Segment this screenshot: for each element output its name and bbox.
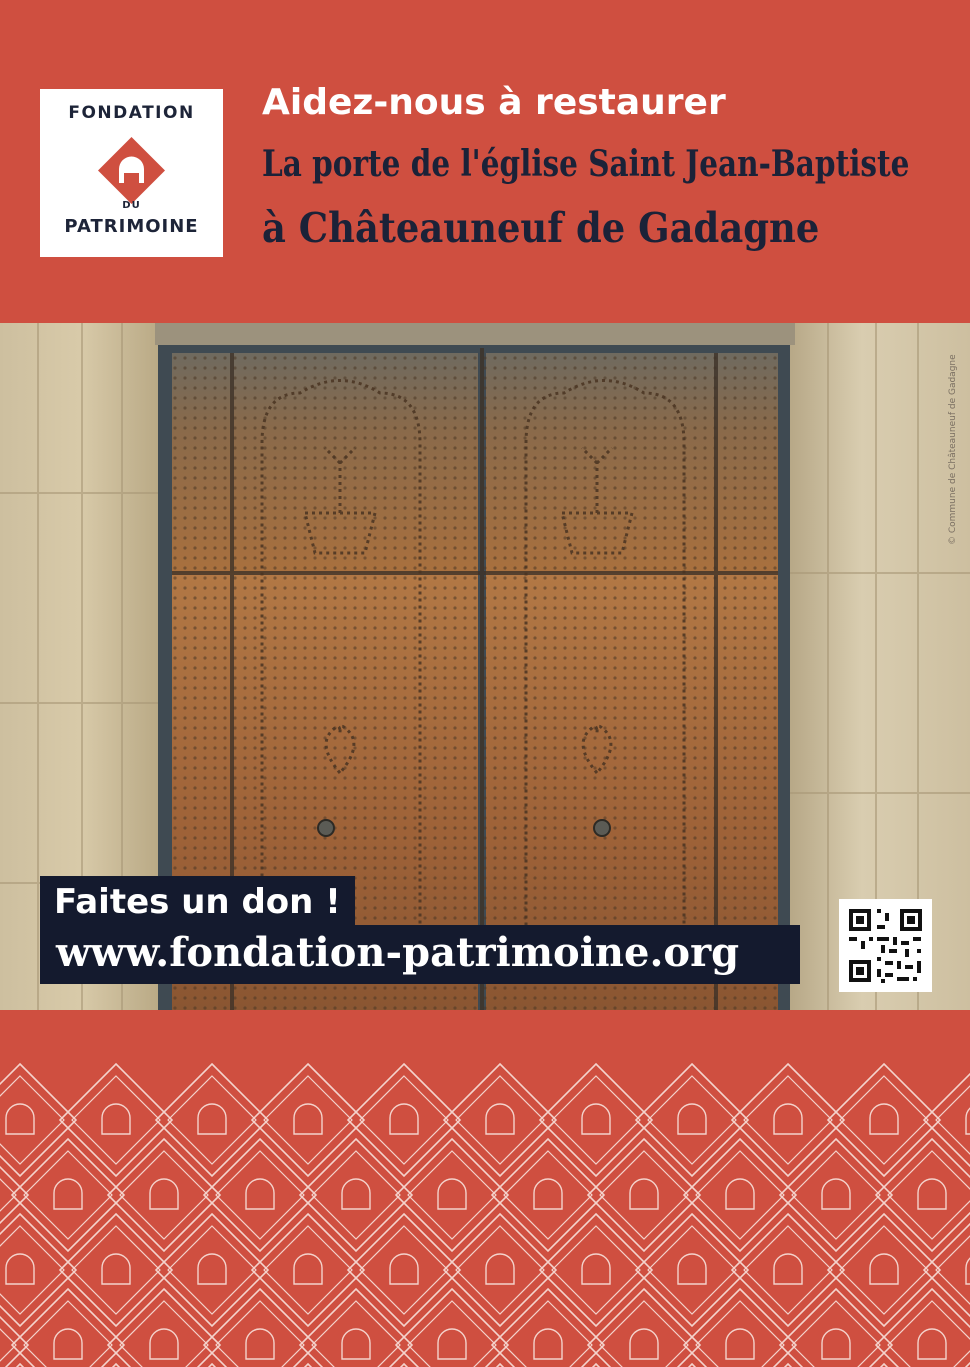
pattern-house-tile [0, 1064, 76, 1176]
header [0, 0, 970, 323]
pattern-house-tile [300, 1289, 412, 1367]
decorative-house-pattern [0, 1010, 970, 1367]
pattern-house-tile [780, 1289, 892, 1367]
logo-text-fondation: FONDATION [68, 103, 195, 123]
pattern-house-tile [876, 1139, 970, 1251]
fondation-patrimoine-logo [40, 89, 223, 257]
pattern-house-tile [108, 1289, 220, 1367]
pattern-house-tile [588, 1289, 700, 1367]
lead-text: Aidez-nous à restaurer [262, 82, 726, 123]
pattern-house-tile [492, 1289, 604, 1367]
pattern-house-tile [0, 1289, 28, 1367]
logo-text-du: DU [122, 200, 141, 211]
pattern-graphic [0, 1010, 970, 1367]
page-title-line1: La porte de l'église Saint Jean-Baptiste [262, 143, 910, 185]
pattern-house-tile [684, 1289, 796, 1367]
house-diamond-icon [96, 135, 167, 206]
qr-code-icon[interactable] [839, 899, 932, 992]
logo-text-patrimoine: PATRIMOINE [64, 216, 199, 237]
donate-url-link[interactable]: www.fondation-patrimoine.org [40, 925, 800, 984]
pattern-house-tile [0, 1214, 76, 1326]
pattern-house-tile [12, 1289, 124, 1367]
qr-code-graphic [839, 899, 932, 992]
pattern-house-tile [396, 1289, 508, 1367]
donate-heading: Faites un don ! [40, 876, 355, 927]
page-title-line2: à Châteauneuf de Gadagne [262, 204, 820, 252]
pattern-house-tile [204, 1289, 316, 1367]
photo-credit-text: © Commune de Châteauneuf de Gadagne [948, 354, 958, 545]
pattern-house-tile [924, 1064, 970, 1176]
pattern-house-tile [876, 1289, 970, 1367]
pattern-house-tile [924, 1214, 970, 1326]
donation-callout [40, 876, 800, 984]
